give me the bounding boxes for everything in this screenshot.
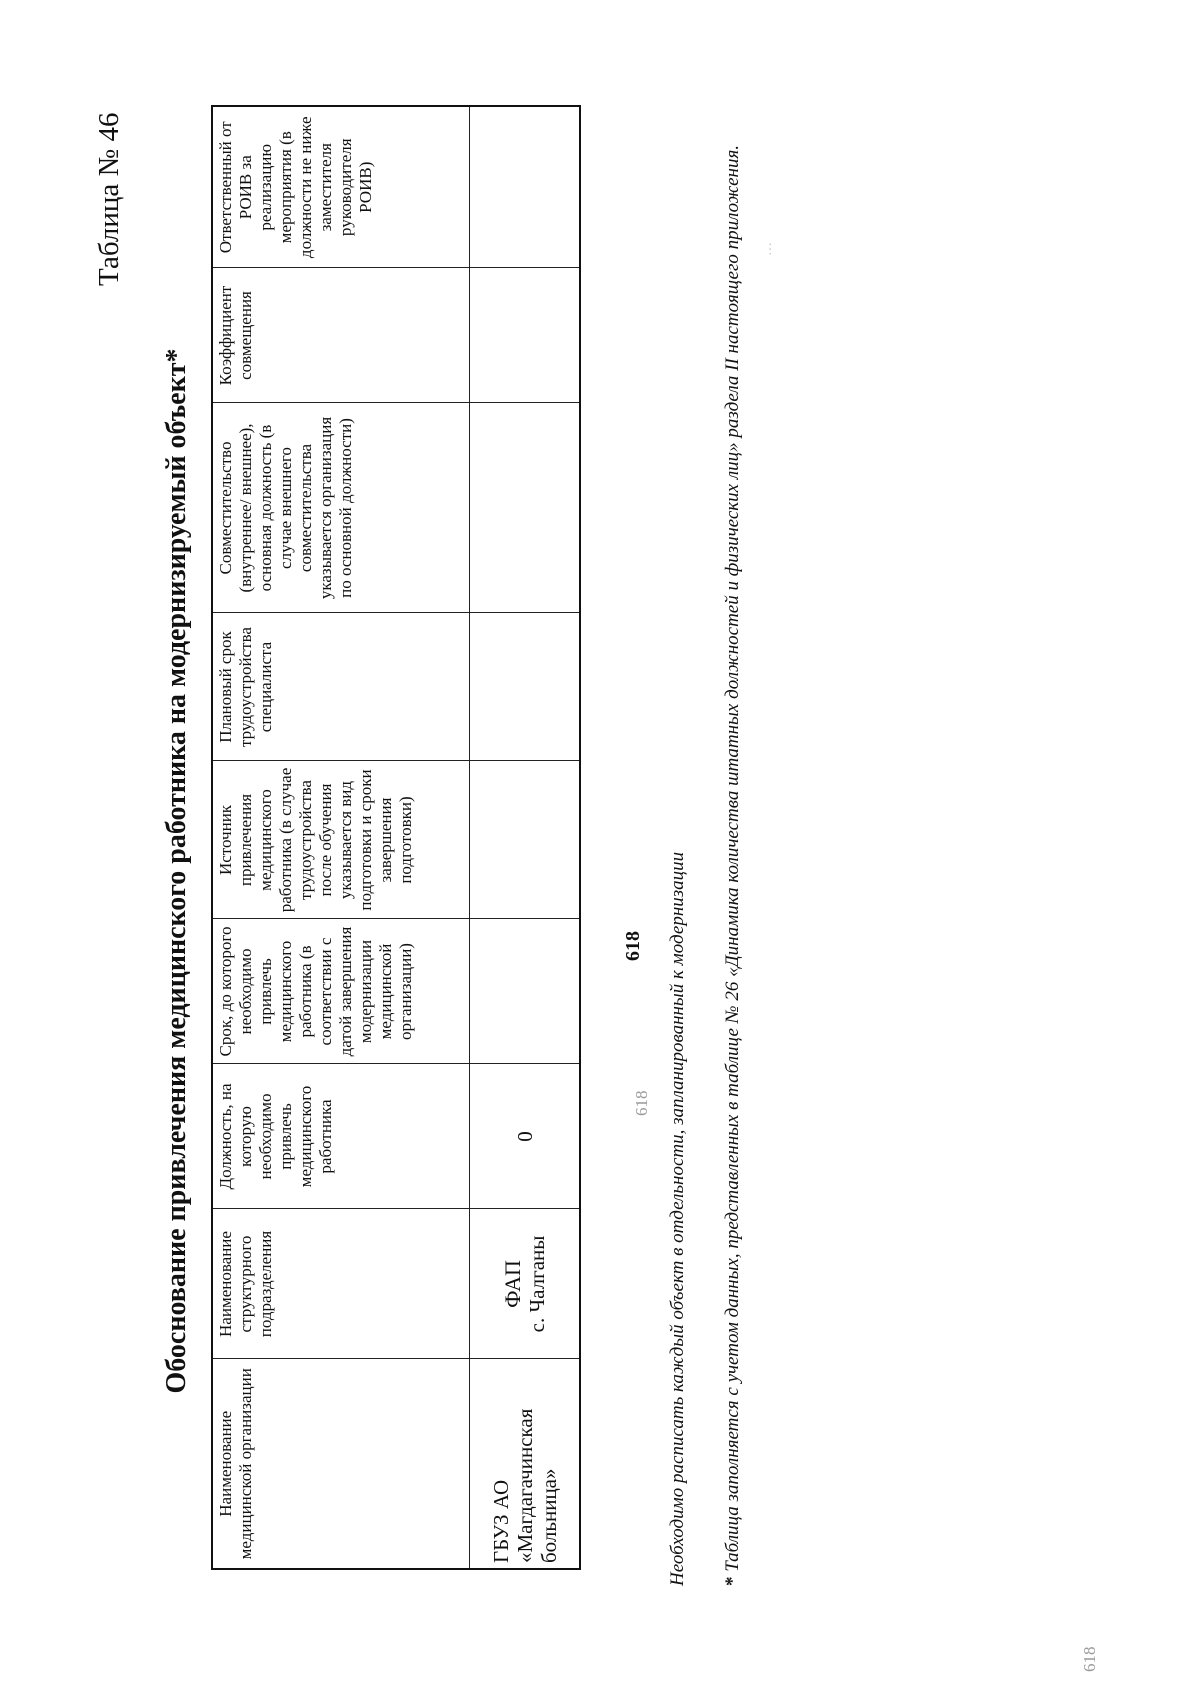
- position-cell: 0: [470, 1064, 581, 1209]
- column-header: Срок, до которого необходимо привлечь медицинского работника (в соответствии с датой завершения модернизации медицинской организации): [212, 919, 470, 1064]
- column-header: Совместительство (внутреннее/ внешнее), основная должность (в случае внешнего совместительства указывается организация по основной должности): [212, 403, 470, 613]
- column-header: Источник привлечения медицинского работника (в случае трудоустройства после обучения указывается вид подготовки и сроки завершения подготовки): [212, 761, 470, 919]
- column-header: Наименование структурного подразделения: [212, 1209, 470, 1359]
- planned-term-cell: [470, 613, 581, 761]
- column-header: Коэффициент совмещения: [212, 268, 470, 403]
- responsible-cell: [470, 106, 581, 268]
- footnote-text: Таблица заполняется с учетом данных, представленных в таблице № 26 «Динамика количества штатных должностей и физических лиц» раздела II настоящего приложения.: [722, 144, 743, 1577]
- coefficient-cell: [470, 268, 581, 403]
- combination-cell: [470, 403, 581, 613]
- deadline-cell: [470, 919, 581, 1064]
- footnote-marker: *: [722, 1576, 743, 1586]
- column-header: Наименование медицинской организации: [212, 1359, 470, 1569]
- table-number: Таблица № 46: [93, 112, 125, 286]
- faint-page-number: 618: [1080, 1646, 1099, 1672]
- source-cell: [470, 761, 581, 919]
- faint-page-number: 618: [632, 1090, 651, 1116]
- document-title: Обоснование привлечения медицинского работника на модернизируемый объект*: [161, 348, 192, 1394]
- department-name: ФАП: [499, 1260, 525, 1308]
- footnote: [722, 136, 744, 1586]
- column-header: Плановый срок трудоустройства специалиста: [212, 613, 470, 761]
- page-number: 618: [622, 931, 644, 961]
- department-location: с. Чалганы: [524, 1235, 549, 1333]
- faint-mark: …: [760, 242, 775, 256]
- table-header-row: [212, 106, 470, 1569]
- department-cell: [470, 1209, 581, 1359]
- organization-cell: ГБУЗ АО «Магдагачинская больница»: [470, 1359, 581, 1569]
- justification-table: [211, 105, 581, 1570]
- column-header: Ответственный от РОИВ за реализацию мероприятия (в должности не ниже заместителя руководителя РОИВ): [212, 106, 470, 268]
- column-header: Должность, на которую необходимо привлечь медицинского работника: [212, 1064, 470, 1209]
- table-row: [470, 106, 581, 1569]
- note-instruction: Необходимо расписать каждый объект в отдельности, запланированный к модернизации: [667, 851, 688, 1586]
